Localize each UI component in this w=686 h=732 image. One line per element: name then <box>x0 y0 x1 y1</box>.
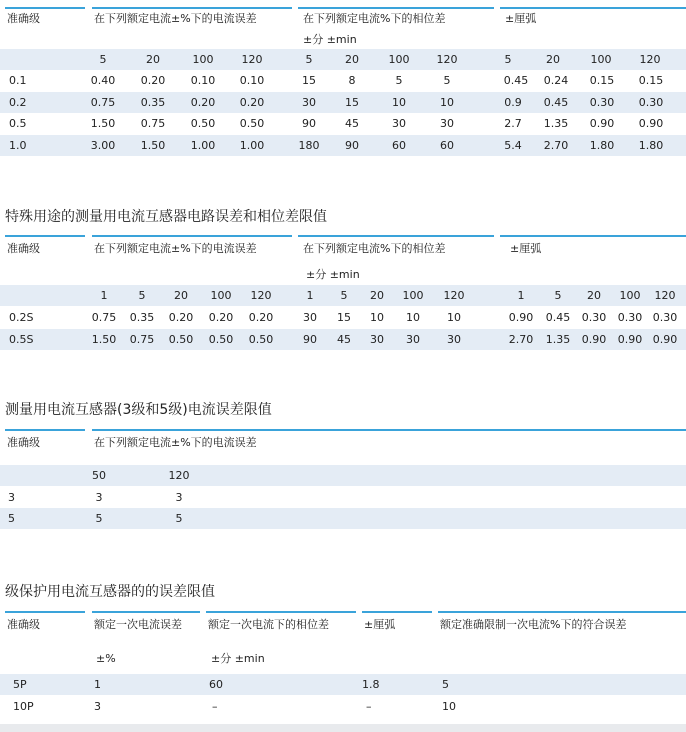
table-row: 0.1 0.40 0.20 0.10 0.10 15 8 5 5 0.45 0.24 0.15 0.15 <box>9 74 664 87</box>
col-header-class: 准确级 <box>7 12 40 25</box>
col-header-primary-error: 额定一次电流误差 <box>94 618 182 631</box>
col-header-phase-error: 在下列额定电流%下的相位差 <box>303 12 446 25</box>
col-header-class: 准确级 <box>7 436 40 449</box>
header-rule <box>5 235 85 237</box>
table-row: 5 20 100 120 5 20 100 120 5 20 100 120 <box>0 49 686 70</box>
col-header-composite-error: 额定准确限制一次电流%下的符合误差 <box>440 618 627 631</box>
section-title-special-purpose: 特殊用途的测量用电流互感器电路误差和相位差限值 <box>5 209 327 225</box>
header-rule <box>362 611 432 613</box>
table-row: 1.0 3.00 1.50 1.00 1.00 180 90 60 60 5.4 2.70 1.80 1.80 <box>0 135 686 156</box>
col-header-class: 准确级 <box>7 618 40 631</box>
table-row: 0.5S 1.50 0.75 0.50 0.50 0.50 90 45 30 30 30 2.70 1.35 0.90 0.90 0.90 <box>0 329 686 350</box>
section-title-protection: 级保护用电流互感器的的误差限值 <box>5 584 215 600</box>
header-rule <box>500 235 686 237</box>
table-row: 1 5 20 100 120 1 5 20 100 120 1 5 20 100 120 <box>0 285 686 306</box>
col-header-class: 准确级 <box>7 242 40 255</box>
subheader-min: ±分 ±min <box>211 652 265 665</box>
col-header-current-error: 在下列额定电流±%下的电流误差 <box>94 12 257 25</box>
table-row: 5 5 5 <box>0 508 686 529</box>
header-rule <box>298 235 494 237</box>
col-header-crad: ±厘弧 <box>364 618 396 631</box>
header-rule <box>92 429 686 431</box>
col-header-min: ±分 ±min <box>306 268 360 281</box>
col-header-phase-error: 在下列额定电流%下的相位差 <box>303 242 446 255</box>
table-row: 10P 3 – – 10 <box>13 700 456 713</box>
col-header-min: ±分 ±min <box>303 33 357 46</box>
header-rule <box>206 611 356 613</box>
table-row: 50 120 <box>0 465 686 486</box>
header-rule <box>5 429 85 431</box>
col-header-current-error: 在下列额定电流±%下的电流误差 <box>94 436 257 449</box>
table-row: 0.2S 0.75 0.35 0.20 0.20 0.20 30 15 10 10 10 0.90 0.45 0.30 0.30 0.30 <box>9 311 678 324</box>
header-rule <box>438 611 686 613</box>
header-rule <box>92 611 200 613</box>
header-rule <box>92 235 292 237</box>
header-rule <box>5 611 85 613</box>
table-row: 0.5 1.50 0.75 0.50 0.50 90 45 30 30 2.7 1.35 0.90 0.90 <box>9 117 664 130</box>
table-row: 3 3 3 <box>8 491 183 504</box>
table-row: 0.2 0.75 0.35 0.20 0.20 30 15 10 10 0.9 0.45 0.30 0.30 <box>0 92 686 113</box>
col-header-current-error: 在下列额定电流±%下的电流误差 <box>94 242 257 255</box>
col-header-crad: ±厘弧 <box>510 242 542 255</box>
table-row: 5P 1 60 1.8 5 <box>0 674 686 695</box>
col-header-phase: 额定一次电流下的相位差 <box>208 618 329 631</box>
subheader-pct: ±% <box>96 652 116 665</box>
page-bottom-strip <box>0 724 686 732</box>
section-title-class-3-5: 测量用电流互感器(3级和5级)电流误差限值 <box>5 402 272 418</box>
col-header-crad: ±厘弧 <box>505 12 537 25</box>
